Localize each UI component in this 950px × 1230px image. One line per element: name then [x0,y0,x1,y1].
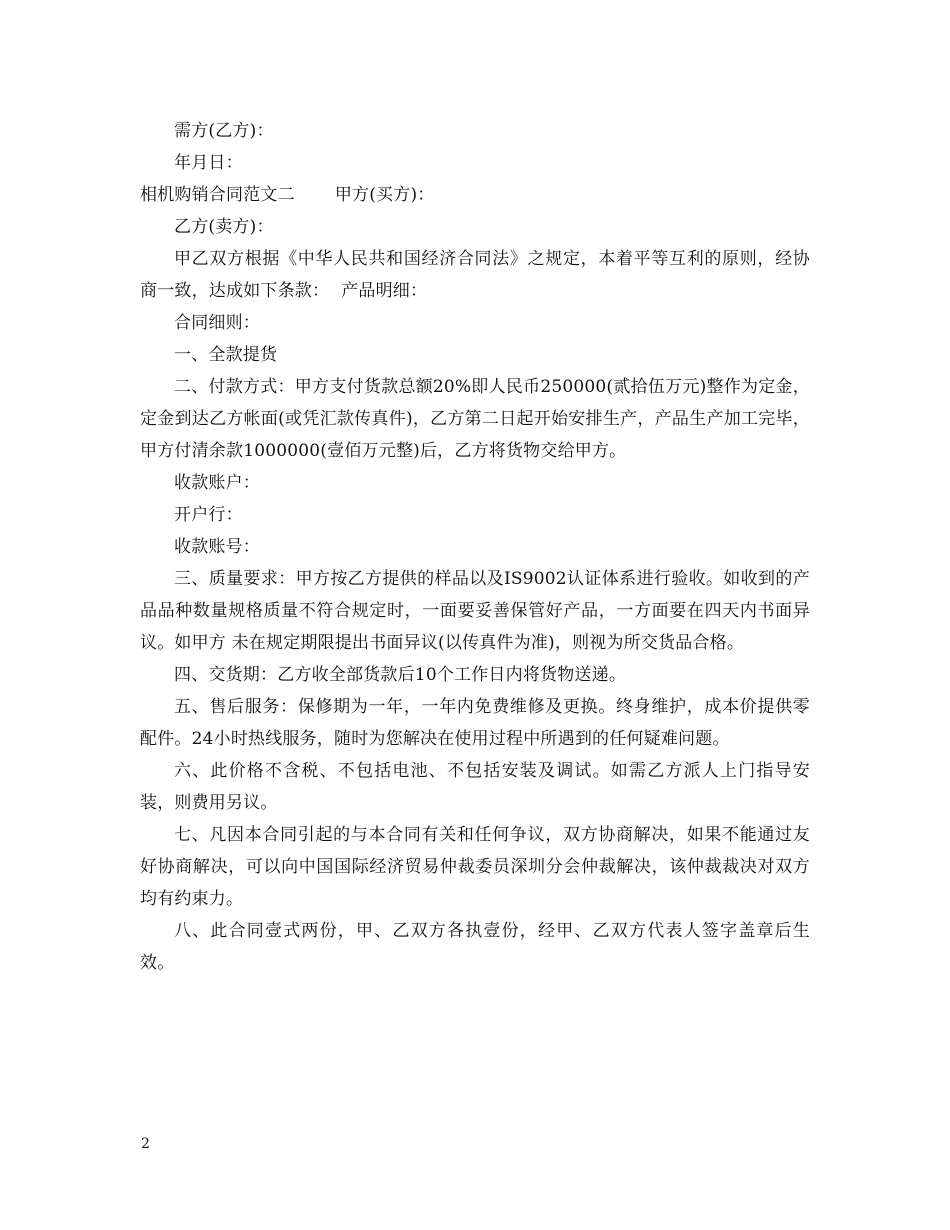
date-line [140,147,810,179]
contract-title: 相机购销合同范文二 [140,185,295,205]
clause-4 [140,659,810,691]
clause-5-text: 五、售后服务：保修期为一年，一年内免费维修及更换。终身维护，成本价提供零配件。24小时热线服务，随时为您解决在使用过程中所遇到的任何疑难问题。 [140,697,810,749]
account-number-line [140,531,810,563]
buyer-line [140,115,810,147]
clause-4-text: 四、交货期：乙方收全部货款后10个工作日内将货物送递。 [174,665,627,685]
clause-2-text: 二、付款方式：甲方支付货款总额20%即人民币250000(贰拾伍万元)整作为定金，定金到达乙方帐面(或凭汇款传真件)，乙方第二日起开始安排生产，产品生产加工完毕，甲方付清余款1000000(壹佰万元整)后，乙方将货物交给甲方。 [140,377,810,461]
page-number: 2 [141,1136,150,1152]
bank-label: 开户行： [174,505,243,525]
clause-1 [140,339,810,371]
bank-line [140,499,810,531]
account-number-label: 收款账号： [174,537,260,557]
clause-3 [140,563,810,659]
product-details-label: 产品明细： [341,281,428,301]
contract-details-line [140,307,810,339]
date-line-text: 年月日： [174,153,243,173]
clause-3-text: 三、质量要求：甲方按乙方提供的样品以及IS9002认证体系进行验收。如收到的产品品种数量规格质量不符合规定时，一面要妥善保管好产品，一方面要在四天内书面异议。如甲方 未在规定期限提出书面异议(以传真件为准)，则视为所交货品合格。 [140,569,810,653]
account-name-label: 收款账户： [174,473,260,493]
buyer-line-text: 需方(乙方)： [174,121,274,141]
clause-8-text: 八、此合同壹式两份，甲、乙双方各执壹份，经甲、乙双方代表人签字盖章后生效。 [140,921,810,973]
clause-7 [140,819,810,915]
intro-text: 甲乙双方根据《中华人民共和国经济合同法》之规定，本着平等互利的原则，经协商一致，达成如下条款： [140,249,810,301]
clause-2 [140,371,810,467]
contract-details-label: 合同细则： [174,313,260,333]
title-line [140,179,810,211]
party-b-label: 乙方(卖方)： [174,217,274,237]
account-name-line [140,467,810,499]
intro-paragraph [140,243,810,307]
party-a-label: 甲方(买方)： [334,185,435,205]
clause-5 [140,691,810,755]
clause-8 [140,915,810,979]
clause-6 [140,755,810,819]
clause-6-text: 六、此价格不含税、不包括电池、不包括安装及调试。如需乙方派人上门指导安装，则费用另议。 [140,761,810,813]
contract-body [140,115,810,979]
party-b-line [140,211,810,243]
clause-1-text: 一、全款提货 [174,345,278,365]
clause-7-text: 七、凡因本合同引起的与本合同有关和任何争议，双方协商解决，如果不能通过友好协商解决，可以向中国国际经济贸易仲裁委员深圳分会仲裁解决，该仲裁裁决对双方均有约束力。 [140,825,810,909]
